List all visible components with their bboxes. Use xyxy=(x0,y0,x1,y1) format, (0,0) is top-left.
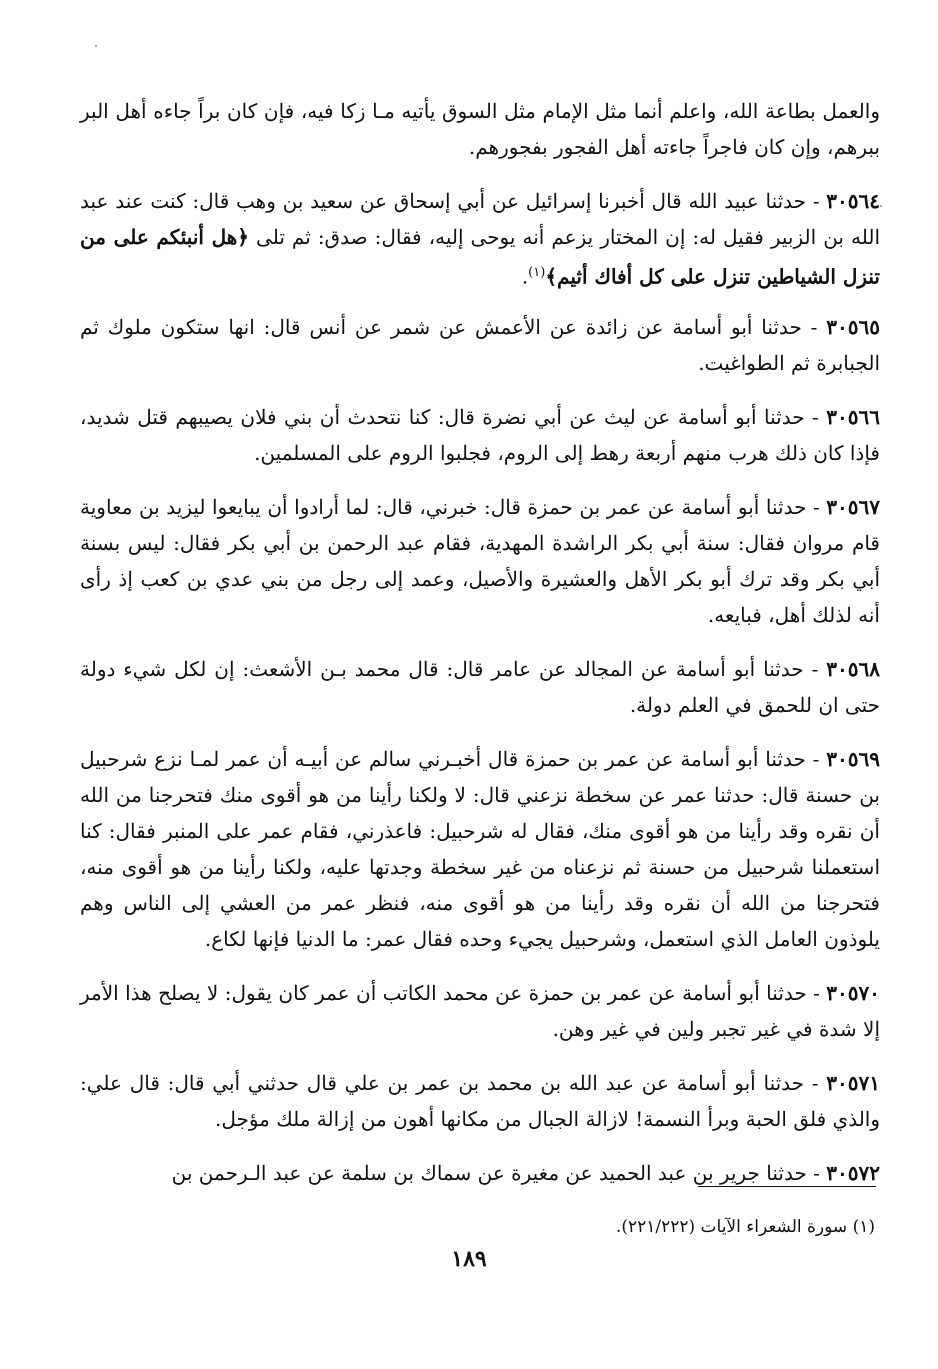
paragraph-text: - حدثنا أبو أسامة عن عمر بن حمزة عن محمد الكاتب أن عمر كان يقول: لا يصلح هذا الأمر إلا شدة في غير تجبر ولين في غير وهن. xyxy=(80,981,880,1041)
page-number: ١٨٩ xyxy=(451,1246,487,1272)
footnote-separator xyxy=(698,1186,876,1187)
sentence-end: . xyxy=(521,264,529,289)
paragraph-30570 xyxy=(80,975,880,1047)
hadith-number: ٣٠٥٦٨ xyxy=(826,657,880,681)
paragraph-text: - حدثنا أبو أسامة عن المجالد عن عامر قال: قال محمد بـن الأشعث: إن لكل شيء دولة حتى ان للحمق في العلم دولة. xyxy=(80,657,880,717)
hadith-number: ٣٠٥٧١ xyxy=(826,1071,880,1095)
hadith-number: ٣٠٥٦٥ xyxy=(826,315,881,339)
hadith-number: ٣٠٥٧٠ xyxy=(826,981,880,1005)
paragraph-30571 xyxy=(80,1065,880,1137)
hadith-number: ٣٠٥٦٦ xyxy=(826,405,880,429)
paragraph-text: - حدثنا عبيد الله قال أخبرنا إسرائيل عن أبي إسحاق عن سعيد بن وهب قال: كنت عند عبد الله بن الزبير فقيل له: إن المختار يزعم أنه يوحى إليه، فقال: صدق: ثم تلى xyxy=(80,189,881,249)
scan-speck xyxy=(880,205,882,207)
footnote-ref: (١) xyxy=(528,265,546,280)
paragraph-continuation xyxy=(80,93,880,165)
paragraph-text: - حدثنا جرير بن عبد الحميد عن مغيرة عن سماك بن سلمة عن عبد الـرحمن بن xyxy=(171,1161,820,1185)
quran-quote: ﴿هل أنبئكم على من تنزل الشياطين تنزل على كل أفاك أثيم﴾ xyxy=(80,225,880,289)
footnote: (١) سورة الشعراء الآيات (٢٢١/٢٢٢). xyxy=(615,1217,875,1237)
hadith-number: ٣٠٥٧٢ xyxy=(826,1161,880,1185)
paragraph-text: - حدثنا أبو أسامة عن عمر بن حمزة قال: خبرني، قال: لما أرادوا أن يبايعوا ليزيد بن معاوية قام مروان فقال: سنة أبي بكر الراشدة المهدية، فقام عبد الرحمن بن أبي بكر فقال: ليس بسنة أبي بكر وقد ترك أبو بكر الأهل والعشيرة والأصيل، وعمد إلى رجل من بني عدي بن كعب إذ رأى أنه لذلك أهل، فبايعه. xyxy=(80,495,880,627)
hadith-number: ٣٠٥٦٧ xyxy=(826,495,880,519)
paragraph-30566 xyxy=(80,399,880,471)
hadith-number: ٣٠٥٦٤ xyxy=(826,189,880,213)
hadith-number: ٣٠٥٦٩ xyxy=(826,747,881,771)
paragraph-30564 xyxy=(80,183,880,291)
paragraph-text: - حدثنا أبو أسامة عن عبد الله بن محمد بن عمر بن علي قال حدثني أبي قال: قال علي: والذي فلق الحبة وبرأ النسمة! لازالة الجبال من مكانها أهون من إزالة ملك مؤجل. xyxy=(80,1071,880,1131)
paragraph-text: - حدثنا أبو أسامة عن عمر بن حمزة قال أخبـرني سالم عن أبيـه أن عمر لمـا نزع شرحبيل بن حسنة قال: حدثنا عمر عن سخطة نزعني قال: لا ولكنا رأينا من هو أقوى منك فتحرجنا من الله أن نقره وقد رأينا من هو أقوى منك، فقال له شرحبيل: فاعذرني، فقام عمر على المنبر فقال: كنا استعملنا شرحبيل من حسنة ثم نزعناه من غير سخطة وجدتها عليه، ولكنا رأينا من هو أقوى منه، فتحرجنا من الله أن نقره وقد رأينا من هو أقوى منه، فنظر عمر من العشي إلى الناس وهم يلوذون العامل الذي استعمل، وشرحبيل يجيء وحده فقال عمر: ما الدنيا فإنها لكاع. xyxy=(80,747,880,951)
paragraph-text: والعمل بطاعة الله، واعلم أنما مثل الإمام مثل السوق يأتيه مـا زكا فيه، فإن كان براً جاءه أهل البر ببرهم، وإن كان فاجراً جاءته أهل الفجور بفجورهم. xyxy=(80,99,880,159)
paragraph-30568 xyxy=(80,651,880,723)
main-text xyxy=(80,93,880,1191)
paragraph-30569 xyxy=(80,741,880,957)
paragraph-30567 xyxy=(80,489,880,633)
paragraph-30565 xyxy=(80,309,880,381)
scan-speck xyxy=(95,45,97,47)
paragraph-text: - حدثنا أبو أسامة عن ليث عن أبي نضرة قال: كنا نتحدث أن بني فلان يصيبهم قتل شديد، فإذا كان ذلك هرب منهم أربعة رهط إلى الروم، فجلبوا الروم على المسلمين. xyxy=(80,405,880,465)
paragraph-text: - حدثنا أبو أسامة عن زائدة عن الأعمش عن شمر عن أنس قال: انها ستكون ملوك ثم الجبابرة ثم الطواغيت. xyxy=(80,315,880,375)
